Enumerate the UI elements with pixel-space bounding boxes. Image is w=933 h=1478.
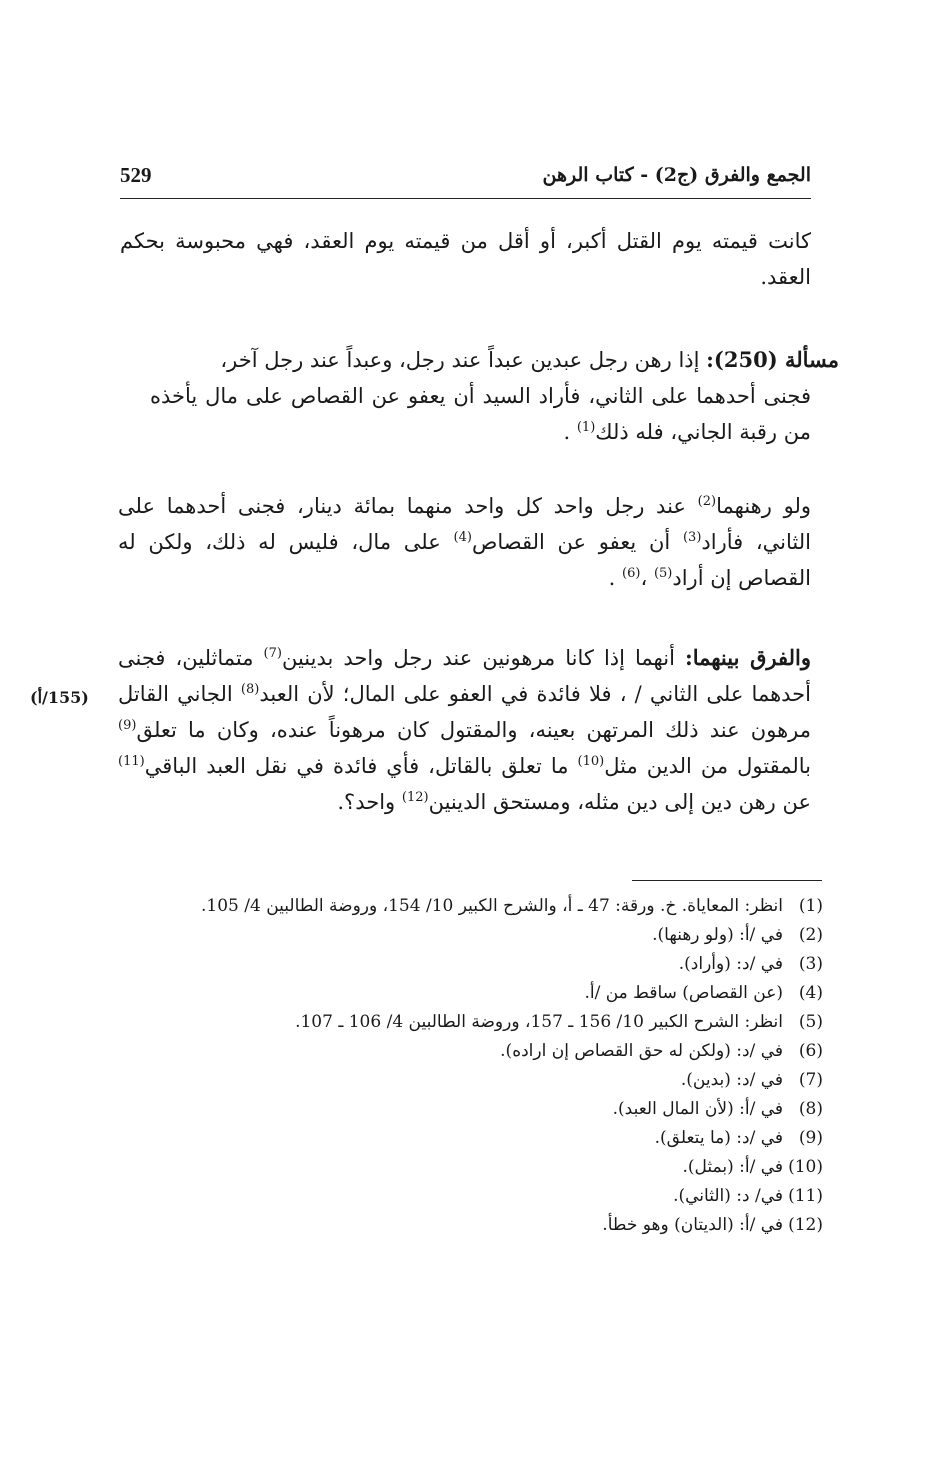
- footnote-ref: (12): [401, 790, 429, 805]
- page-number: 529: [120, 162, 152, 187]
- footnote-number: (1): [798, 896, 823, 916]
- footnote-text: في /د: (ولكن له حق القصاص إن اراده).: [500, 1041, 783, 1061]
- footnote-number: (3): [798, 954, 823, 974]
- footnote-text: في /أ: (لأن المال العبد).: [612, 1099, 783, 1119]
- footnote-ref: (1): [576, 420, 596, 435]
- footnote-item: [120, 979, 823, 1008]
- text-run: أنهما إذا كانا مرهونين عند رجل واحد بدينين: [281, 646, 675, 670]
- footnote-ref: (2): [697, 494, 717, 509]
- text-run: واحد؟.: [337, 790, 396, 814]
- footnote-text: في /أ: (بمثل).: [682, 1157, 783, 1177]
- footnote-item: [120, 1124, 823, 1153]
- issue-paragraph: [150, 342, 839, 450]
- footnote-number: (8): [798, 1099, 823, 1119]
- paragraph-text: [118, 488, 811, 596]
- text-run: بالمقتول من الدين مثل: [604, 754, 811, 778]
- footnote-number: (7): [798, 1070, 823, 1090]
- footnote-item: [120, 892, 823, 921]
- running-title: الجمع والفرق (ج2) - كتاب الرهن: [542, 164, 811, 186]
- footnote-text: (عن القصاص) ساقط من /أ.: [584, 983, 783, 1003]
- footnote-ref: (5): [653, 566, 673, 581]
- footnote-ref: (6): [622, 566, 641, 581]
- footnote-text: في /د: (وأراد).: [678, 954, 783, 974]
- text-run: أن يعفو عن القصاص: [471, 530, 671, 554]
- footnote-ref: (9): [118, 718, 137, 733]
- footnote-ref: (7): [263, 646, 282, 661]
- second-paragraph: [118, 488, 811, 596]
- footnote-item: [120, 1211, 823, 1240]
- footnote-text: في /أ: (الديتان) وهو خطأ.: [602, 1215, 783, 1235]
- text-run: عن رهن دين إلى دين مثله، ومستحق الدينين: [428, 790, 811, 814]
- text-run: ما تعلق بالقاتل، فأي فائدة في نقل العبد الباقي: [144, 754, 569, 778]
- paragraph-text: [118, 640, 811, 820]
- footnote-number: (12): [788, 1215, 823, 1235]
- issue-text: إذا رهن رجل عبدين عبداً عند رجل، وعبداً عند رجل آخر،: [220, 348, 700, 372]
- footnote-item: [120, 1008, 823, 1037]
- difference-label: والفرق بينهما:: [684, 645, 811, 670]
- text-run: الجاني القاتل مرهون عند ذلك المرتهن بعينه، والمقتول كان مرهوناً عنده، وكان ما تعلق: [118, 682, 811, 742]
- footnote-number: (2): [798, 925, 823, 945]
- footnotes: [120, 892, 823, 1240]
- footnote-text: في /د: (بدين).: [680, 1070, 783, 1090]
- issue-text-continued: فجنى أحدهما على الثاني، فأراد السيد أن يعفو عن القصاص على مال يأخذه من رقبة الجاني، فله ذلك: [150, 384, 811, 444]
- header-rule: [120, 198, 811, 199]
- footnote-item: [120, 1182, 823, 1211]
- footnote-item: [120, 950, 823, 979]
- footnote-number: (9): [798, 1128, 823, 1148]
- footnote-ref: (3): [682, 530, 702, 545]
- issue-first-line: [150, 342, 839, 378]
- issue-label: مسألة (250):: [706, 347, 839, 372]
- text-run: عند رجل واحد كل واحد منهما بمائة دينار، فجنى أحدهما على الثاني، فأراد: [118, 494, 811, 554]
- footnote-item: [120, 1153, 823, 1182]
- separator: ،: [640, 566, 648, 590]
- footnote-item: [120, 1037, 823, 1066]
- sentence-end: .: [608, 566, 616, 590]
- footnote-item: [120, 1095, 823, 1124]
- text-run: متماثلين، فجنى أحدهما على الثاني / ، فلا فائدة في العفو على المال؛ لأن العبد: [118, 646, 811, 706]
- continued-paragraph: [120, 223, 811, 295]
- footnote-item: [120, 1066, 823, 1095]
- footnote-rule: [632, 880, 822, 881]
- sentence-end: .: [563, 420, 571, 444]
- footnote-ref: (8): [240, 682, 260, 697]
- footnote-number: (10): [788, 1157, 823, 1177]
- text-run: ولو رهنهما: [716, 494, 811, 518]
- footnote-text: في /أ: (ولو رهنها).: [652, 925, 783, 945]
- footnote-ref: (4): [453, 530, 472, 545]
- footnote-number: (4): [798, 983, 823, 1003]
- footnote-number: (6): [798, 1041, 823, 1061]
- running-header: [120, 158, 811, 192]
- paragraph-text: كانت قيمته يوم القتل أكبر، أو أقل من قيمته يوم العقد، فهي محبوسة بحكم العقد.: [120, 229, 811, 289]
- footnote-text: انظر: المعاياة. خ. ورقة: 47 ـ أ، والشرح الكبير 10/ 154، وروضة الطالبين 4/ 105.: [200, 896, 783, 916]
- text-run: على مال، فليس له ذلك، ولكن له القصاص إن أراد: [118, 530, 811, 590]
- issue-continuation: [150, 378, 811, 450]
- footnote-ref: (10): [577, 754, 605, 769]
- footnote-text: في /د: (ما يتعلق).: [654, 1128, 783, 1148]
- manuscript-folio-note: (155/أ): [30, 688, 89, 707]
- difference-paragraph: [118, 640, 811, 820]
- footnote-number: (11): [788, 1186, 823, 1206]
- footnote-number: (5): [798, 1012, 823, 1032]
- footnote-item: [120, 921, 823, 950]
- footnote-text: انظر: الشرح الكبير 10/ 156 ـ 157، وروضة الطالبين 4/ 106 ـ 107.: [295, 1012, 783, 1032]
- footnote-ref: (11): [118, 754, 145, 769]
- footnote-text: في/ د: (الثاني).: [673, 1186, 783, 1206]
